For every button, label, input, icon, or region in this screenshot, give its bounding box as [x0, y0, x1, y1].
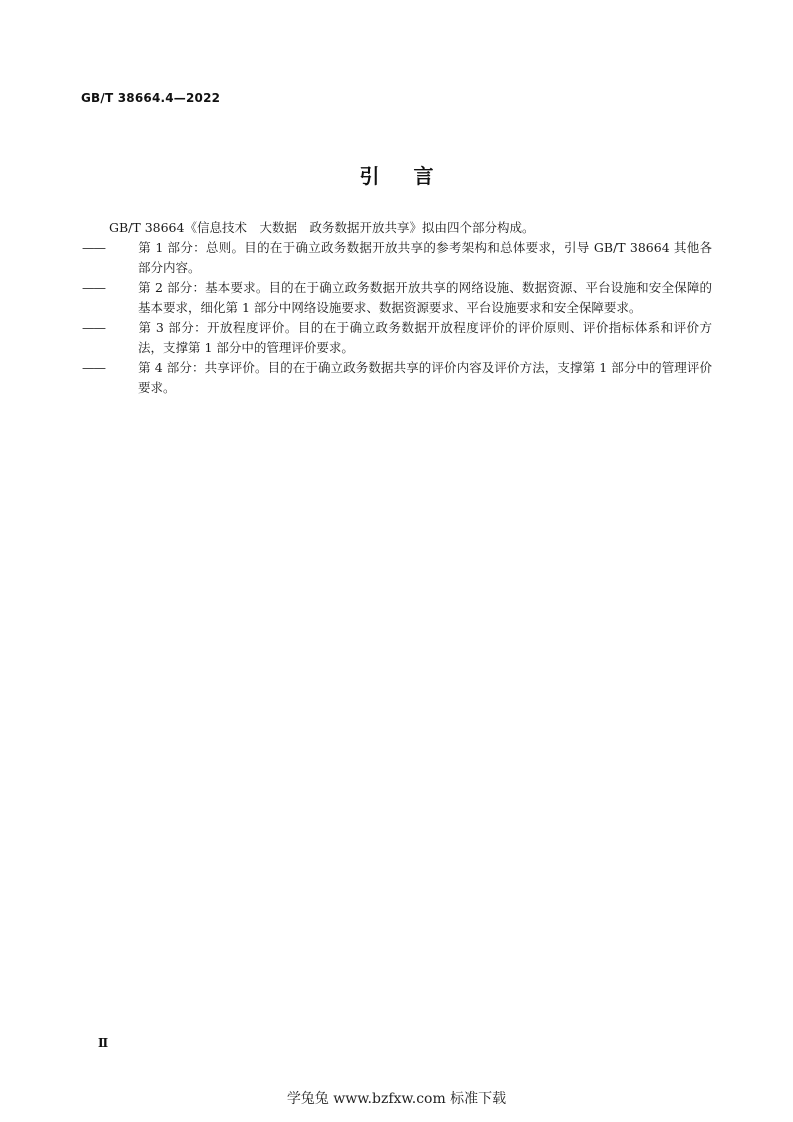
part-item-2: [82, 278, 712, 318]
part-item-1: [82, 238, 712, 278]
part-item-3: [82, 318, 712, 358]
watermark-text: 学兔兔 www.bzfxw.com 标准下载: [286, 1091, 507, 1107]
em-dash: ——: [82, 320, 105, 335]
em-dash: ——: [82, 240, 105, 255]
section-title: 引言: [359, 164, 468, 188]
intro-paragraph: GB/T 38664《信息技术 大数据 政务数据开放共享》拟由四个部分构成。: [109, 220, 535, 235]
page-number: Ⅱ: [98, 1036, 109, 1050]
part-item-4: [82, 358, 712, 398]
standard-number: GB/T 38664.4—2022: [81, 91, 221, 105]
em-dash: ——: [82, 360, 105, 375]
part-item-text: 第 2 部分：基本要求。目的在于确立政务数据开放共享的网络设施、数据资源、平台设施和安全保障的基本要求，细化第 1 部分中网络设施要求、数据资源要求、平台设施要求和安全保障要求。: [138, 280, 712, 315]
document-body: [82, 218, 712, 398]
em-dash: ——: [82, 280, 105, 295]
part-item-text: 第 3 部分：开放程度评价。目的在于确立政务数据开放程度评价的评价原则、评价指标体系和评价方法，支撑第 1 部分中的管理评价要求。: [138, 320, 712, 355]
part-item-text: 第 4 部分：共享评价。目的在于确立政务数据共享的评价内容及评价方法，支撑第 1 部分中的管理评价要求。: [138, 360, 712, 395]
part-item-text: 第 1 部分：总则。目的在于确立政务数据开放共享的参考架构和总体要求，引导 GB/T 38664 其他各部分内容。: [138, 240, 712, 275]
